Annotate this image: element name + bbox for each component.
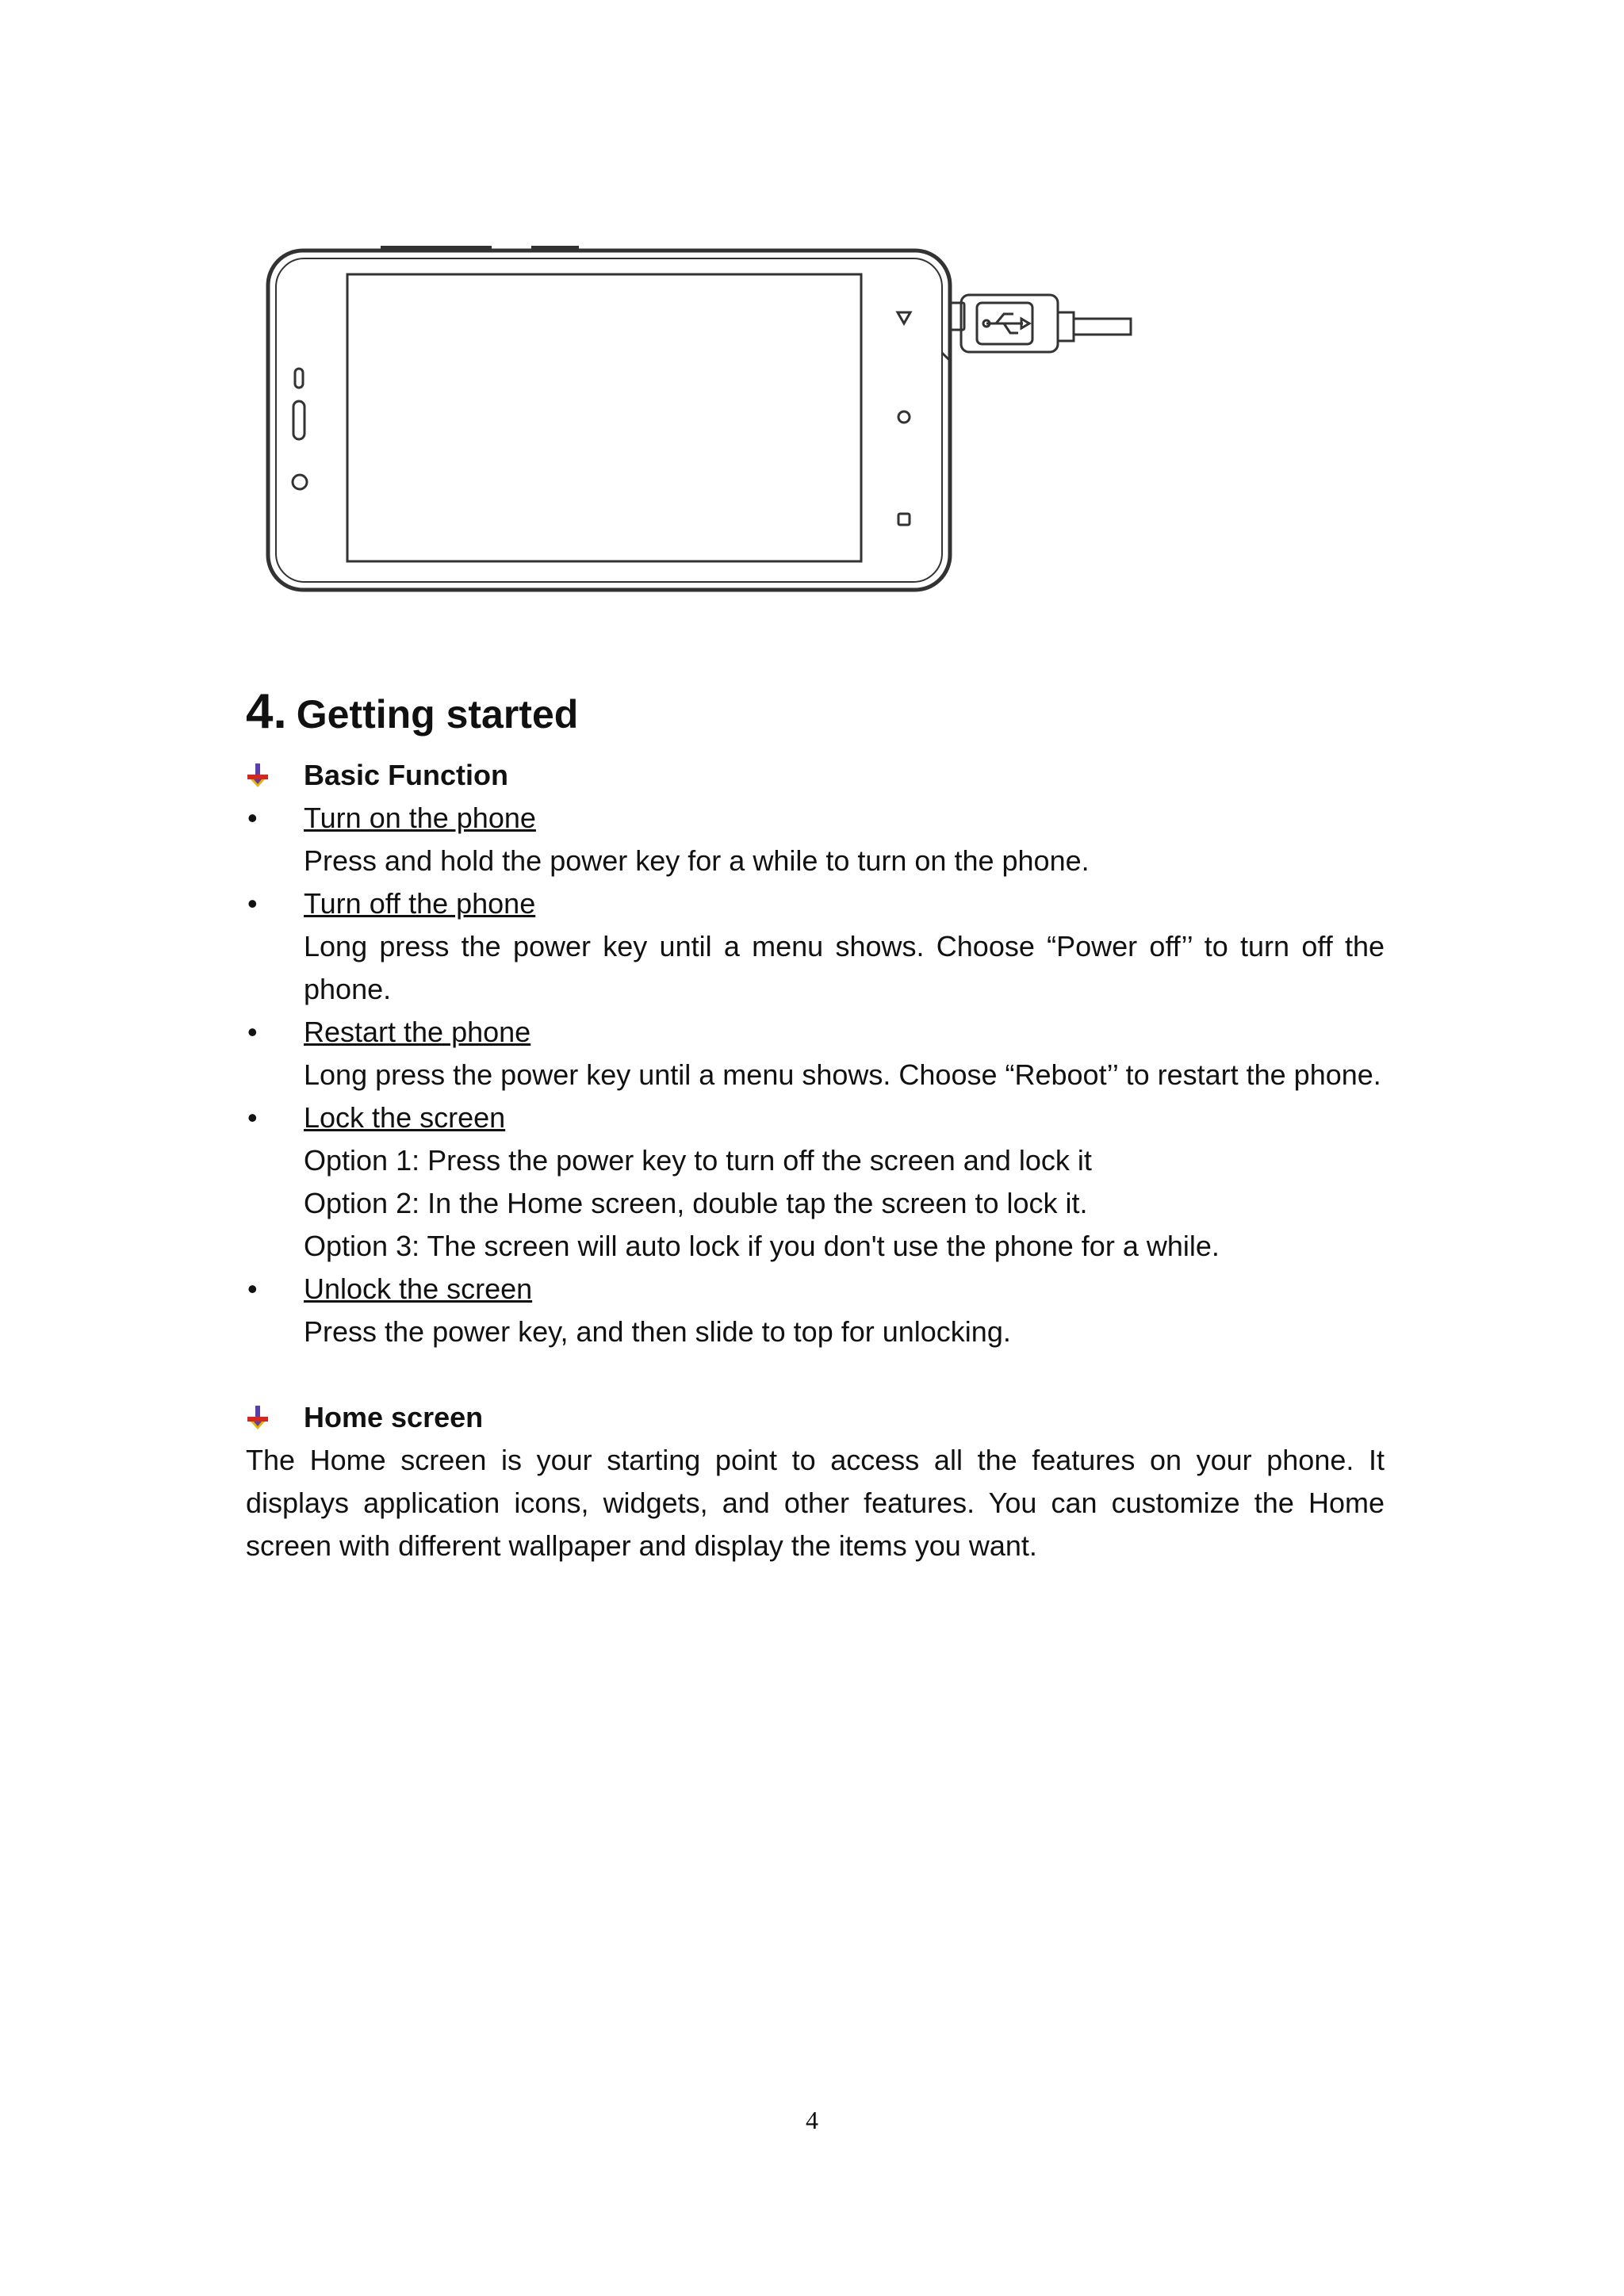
subsection-basic-function [246, 754, 1385, 797]
item-label: Restart the phone [304, 1016, 531, 1048]
home-screen-paragraph: The Home screen is your starting point to access all the features on your phone. It displays application icons, widgets, and other features. You can customize the Home screen with different wallpaper and display the items you want. [246, 1444, 1385, 1562]
bullet: • [247, 802, 258, 834]
list-item [246, 1268, 1385, 1311]
usb-icon [950, 295, 1131, 352]
list-item [246, 1096, 1385, 1139]
list-item [246, 1011, 1385, 1054]
item-text: Long press the power key until a menu shows. Choose “Reboot’’ to restart the phone. [304, 1058, 1381, 1091]
bullet: • [247, 887, 258, 920]
bullet: • [247, 1272, 258, 1305]
section-heading [246, 683, 1385, 740]
heading-title: Getting started [296, 692, 579, 737]
item-label: Unlock the screen [304, 1272, 533, 1305]
heading-number: 4. [246, 684, 287, 739]
arrow-down-marker-icon [246, 1396, 304, 1439]
item-text: Option 2: In the Home screen, double tap the screen to lock it. [304, 1187, 1088, 1219]
subsection-title: Basic Function [304, 759, 509, 791]
square-recent-icon [898, 514, 910, 525]
arrow-down-marker-icon [246, 754, 304, 797]
bullet: • [247, 1016, 258, 1048]
triangle-back-icon [898, 312, 910, 323]
item-label: Lock the screen [304, 1101, 506, 1134]
list-item [246, 882, 1385, 925]
item-text: Long press the power key until a menu shows. Choose “Power off’’ to turn off the phone. [304, 930, 1385, 1005]
item-label: Turn off the phone [304, 887, 536, 920]
item-text: Press and hold the power key for a while to turn on the phone. [304, 844, 1090, 877]
item-text: Option 1: Press the power key to turn off the screen and lock it [304, 1144, 1092, 1177]
subsection-title: Home screen [304, 1401, 484, 1433]
subsection-home-screen [246, 1396, 1385, 1439]
item-text: Option 3: The screen will auto lock if you don't use the phone for a while. [304, 1230, 1220, 1262]
document-content [246, 683, 1385, 1567]
page-number: 4 [806, 2106, 818, 2134]
item-label: Turn on the phone [304, 802, 536, 834]
bullet: • [247, 1101, 258, 1134]
phone-usb-illustration [262, 238, 1134, 603]
item-text: Press the power key, and then slide to top for unlocking. [304, 1315, 1011, 1348]
spacer [246, 1353, 1385, 1396]
list-item [246, 797, 1385, 840]
circle-home-icon [898, 411, 910, 423]
